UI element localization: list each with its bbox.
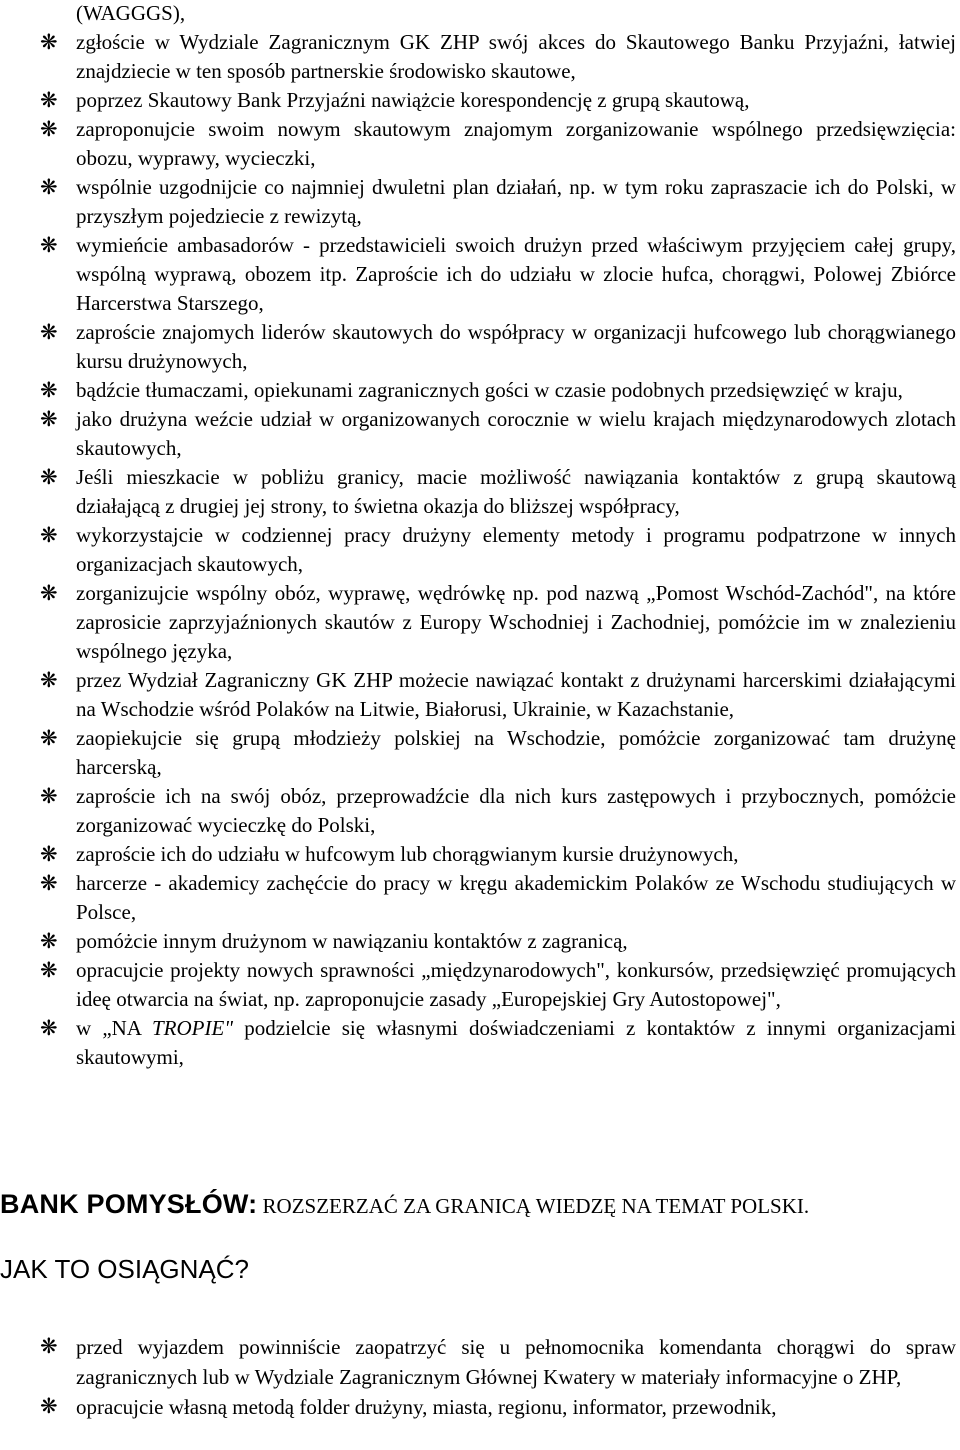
list-item [0,173,960,231]
list-item-text: zaproście ich do udziału w hufcowym lub chorągwianym kursie drużynowych, [76,842,739,866]
list-item [0,463,960,521]
list-item [0,231,960,318]
flower-bullet-icon: ❋ [40,1394,58,1418]
flower-bullet-icon: ❋ [40,784,58,808]
list-item-text: wykorzystajcie w codziennej pracy drużyny elementy metody i programu podpatrzone w innych organizacjach skautowych, [76,523,956,576]
list-item [0,28,960,86]
flower-bullet-icon: ❋ [40,1016,58,1040]
list-item-text: poprzez Skautowy Bank Przyjaźni nawiążcie korespondencję z grupą skautową, [76,88,750,112]
ideas-list [0,28,960,1072]
bank-heading-label: BANK POMYSŁÓW: [0,1189,258,1219]
list-item-text: harcerze - akademicy zachęćcie do pracy w kręgu akademickim Polaków ze Wschodu studiujących w Polsce, [76,871,956,924]
list-item-text: zgłoście w Wydziale Zagranicznym GK ZHP swój akces do Skautowego Banku Przyjaźni, łatwiej znajdziecie w ten sposób partnerskie środowisko skautowe, [76,30,956,83]
flower-bullet-icon: ❋ [40,233,58,257]
list-item-text: wymieńcie ambasadorów - przedstawicieli swoich drużyn przed właściwym przyjęciem całej grupy, wspólną wyprawą, obozem itp. Zaproście ich do udziału w zlocie hufca, chorągwi, Polowej Zbiórce Harcerstwa Starszego, [76,233,956,315]
bank-heading-text: ROZSZERZAĆ ZA GRANICĄ WIEDZĘ NA TEMAT POLSKI. [257,1194,810,1218]
list-item-text: zaproście ich na swój obóz, przeprowadźcie dla nich kurs zastępowych i przybocznych, pomóżcie zorganizować wycieczkę do Polski, [76,784,956,837]
list-item-text: zaproście znajomych liderów skautowych do współpracy w organizacji hufcowego lub chorągwianego kursu drużynowych, [76,320,956,373]
list-item [0,666,960,724]
list-item-text: zorganizujcie wspólny obóz, wyprawę, wędrówkę np. pod nazwą „Pomost Wschód-Zachód", na które zaprosicie zaprzyjaźnionych skautów z Europy Wschodniej i Zachodniej, pomóżcie im w znalezieniu wspólnego języka, [76,581,956,663]
list-item [0,956,960,1014]
flower-bullet-icon: ❋ [40,1334,58,1358]
flower-bullet-icon: ❋ [40,581,58,605]
list-item-text: zaproponujcie swoim nowym skautowym znajomym zorganizowanie wspólnego przedsięwzięcia: obozu, wyprawy, wycieczki, [76,117,956,170]
list-item [0,782,960,840]
list-item-text: wspólnie uzgodnijcie co najmniej dwuletni plan działań, np. w tym roku zapraszacie ich do Polski, w przyszłym pojedziecie z rewizytą, [76,175,956,228]
list-item [0,927,960,956]
flower-bullet-icon: ❋ [40,668,58,692]
continuation-line: (WAGGGS), [76,1,186,25]
list-item [0,405,960,463]
list-item [0,1014,960,1072]
list-item [0,579,960,666]
list-item [0,318,960,376]
flower-bullet-icon: ❋ [40,378,58,402]
list-item-text: pomóżcie innym drużynom w nawiązaniu kontaktów z zagranicą, [76,929,628,953]
flower-bullet-icon: ❋ [40,523,58,547]
list-item [0,724,960,782]
bank-heading [0,1189,809,1220]
list-item-text-end: podzielcie się własnymi doświadczeniami z kontaktów z innymi organizacjami skautowymi, [76,1016,956,1069]
flower-bullet-icon: ❋ [40,175,58,199]
list-item [0,376,960,405]
list-item [0,1332,960,1392]
list-item-text-italic: TROPIE" [151,1016,234,1040]
list-item-text: opracujcie własną metodą folder drużyny, miasta, regionu, informator, przewodnik, [76,1395,777,1419]
flower-bullet-icon: ❋ [40,465,58,489]
flower-bullet-icon: ❋ [40,842,58,866]
flower-bullet-icon: ❋ [40,407,58,431]
list-item-text: opracujcie projekty nowych sprawności „międzynarodowych", konkursów, przedsięwzięć promujących ideę otwarcia na świat, np. zaproponujcie zasady „Europejskiej Gry Autostopowej", [76,958,956,1011]
list-item [0,521,960,579]
list-item-text: jako drużyna weźcie udział w organizowanych corocznie w wielu krajach międzynarodowych zlotach skautowych, [76,407,956,460]
flower-bullet-icon: ❋ [40,117,58,141]
how-heading [0,1254,249,1285]
list-item-text: bądźcie tłumaczami, opiekunami zagranicznych gości w czasie podobnych przedsięwzięć w kraju, [76,378,903,402]
list-item [0,840,960,869]
flower-bullet-icon: ❋ [40,726,58,750]
how-list [0,1332,960,1422]
flower-bullet-icon: ❋ [40,871,58,895]
list-item-text: przed wyjazdem powinniście zaopatrzyć się u pełnomocnika komendanta chorągwi do spraw zagranicznych lub w Wydziale Zagranicznym Głównej Kwatery w materiały informacyjne o ZHP, [76,1335,956,1389]
list-item-text: Jeśli mieszkacie w pobliżu granicy, macie możliwość nawiązania kontaktów z grupą skautową działającą z drugiej jej strony, to świetna okazja do bliższej współpracy, [76,465,956,518]
list-item [0,115,960,173]
list-item [0,86,960,115]
flower-bullet-icon: ❋ [40,929,58,953]
flower-bullet-icon: ❋ [40,88,58,112]
flower-bullet-icon: ❋ [40,958,58,982]
list-item [0,869,960,927]
list-item-text: zaopiekujcie się grupą młodzieży polskiej na Wschodzie, pomóżcie zorganizować tam drużynę harcerską, [76,726,956,779]
flower-bullet-icon: ❋ [40,320,58,344]
flower-bullet-icon: ❋ [40,30,58,54]
how-heading-text: JAK TO OSIĄGNĄĆ? [0,1254,250,1284]
list-item-text: przez Wydział Zagraniczny GK ZHP możecie nawiązać kontakt z drużynami harcerskimi działającymi na Wschodzie wśród Polaków na Litwie, Białorusi, Ukrainie, w Kazachstanie, [76,668,956,721]
list-item [0,1392,960,1422]
list-item-text-start: w „NA [76,1016,152,1040]
